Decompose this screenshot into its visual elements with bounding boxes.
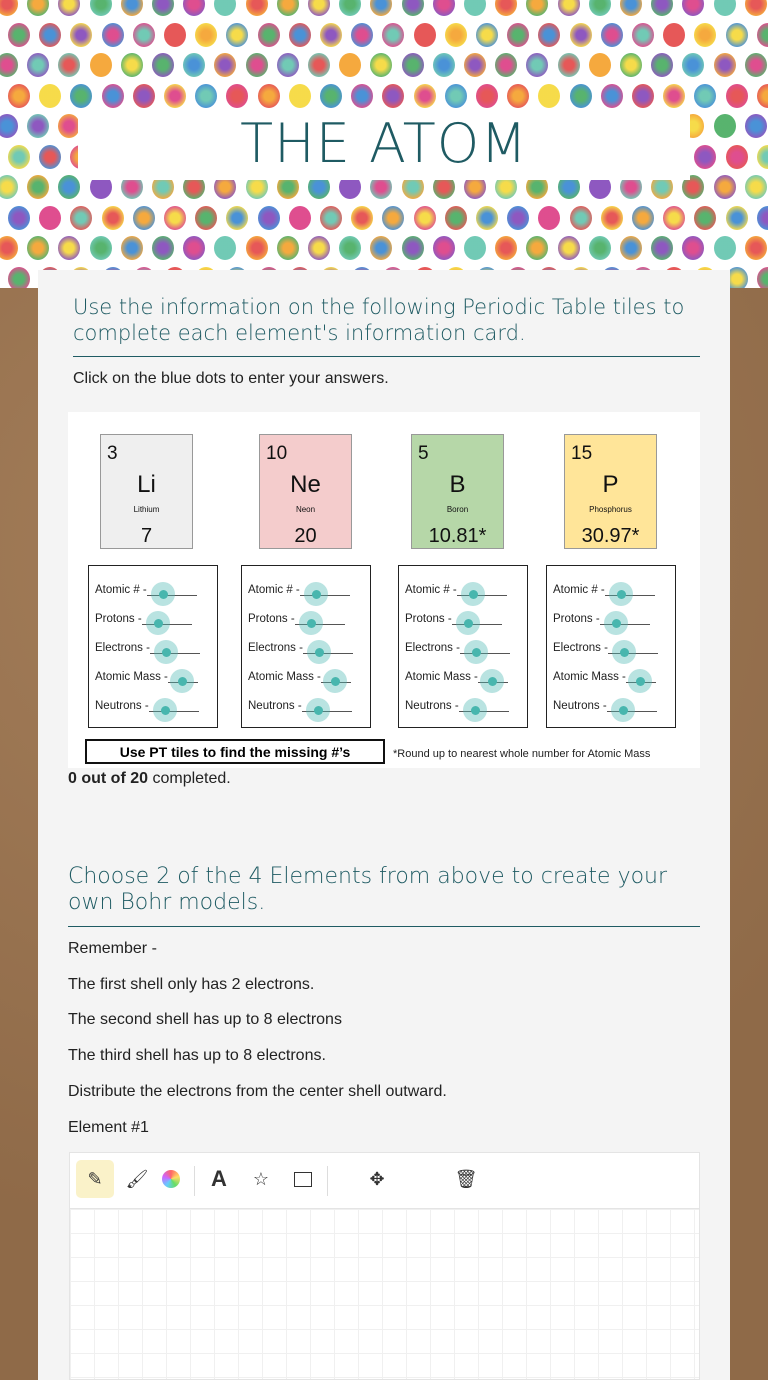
polka-dot [414,23,436,47]
reminder-line: Remember - [68,940,157,957]
info-label: Atomic # - [553,584,605,596]
polka-dot [226,23,248,47]
polka-dot [0,0,18,16]
reminder-line: The third shell has up to 8 electrons. [68,1047,326,1064]
polka-dot [694,23,716,47]
polka-dot [8,145,30,169]
answer-dot[interactable] [304,582,328,606]
polka-dot [121,0,143,16]
answer-blank [459,711,509,712]
polka-dot [464,0,486,16]
polka-dot [745,236,767,260]
info-row [405,613,502,625]
polka-dot [402,53,424,77]
move-icon[interactable]: ✥ [369,1168,385,1189]
periodic-tile-neon [259,434,352,549]
answer-dot[interactable] [628,669,652,693]
polka-dot [27,236,49,260]
tile-name: Lithium [133,505,160,514]
polka-dot [620,0,642,16]
info-card [88,565,218,728]
polka-dot [70,23,92,47]
answer-blank [302,711,352,712]
polka-dot [620,53,642,77]
answer-dot[interactable] [323,669,347,693]
worksheet-card [38,270,730,1380]
polka-dot [133,23,155,47]
info-row [553,613,650,625]
info-label: Electrons - [553,642,608,654]
polka-dot [433,53,455,77]
polka-dot [289,84,311,108]
info-row [95,671,198,683]
polka-dot [370,53,392,77]
answer-dot[interactable] [306,698,330,722]
progress-count: 0 out of 20 [68,770,149,787]
info-label: Neutrons - [248,700,302,712]
answer-blank [168,682,198,683]
answer-blank [460,653,510,654]
polka-dot [570,206,592,230]
info-row [553,642,658,654]
polka-dot [0,236,18,260]
polka-dot [164,206,186,230]
polka-dot [570,23,592,47]
polka-dot [308,53,330,77]
polka-dot [39,145,61,169]
periodic-tile-lithium [100,434,193,549]
polka-dot [382,84,404,108]
info-row [553,700,657,712]
periodic-tile-phosphorus [564,434,657,549]
polka-dot [8,206,30,230]
info-row [248,613,345,625]
polka-dot [726,145,748,169]
polka-dot [682,236,704,260]
polka-dot [214,236,236,260]
tile-mass: 10.81* [428,525,487,547]
info-card [241,565,371,728]
answer-blank [321,682,351,683]
polka-dot [445,206,467,230]
polka-dot [745,0,767,16]
polka-dot [8,84,30,108]
tile-symbol: P [602,471,619,498]
polka-dot [183,53,205,77]
tile-mass: 30.97* [581,525,640,547]
progress-suffix: completed. [148,770,231,787]
polka-dot [382,23,404,47]
answer-dot[interactable] [604,611,628,635]
answer-dot[interactable] [307,640,331,664]
polka-dot [382,206,404,230]
info-row [95,613,192,625]
polka-dot [164,23,186,47]
info-row [405,584,507,596]
info-label: Protons - [405,613,452,625]
polka-dot [714,0,736,16]
polka-dot [694,84,716,108]
info-label: Atomic # - [95,584,147,596]
polka-dot [195,84,217,108]
polka-dot [277,236,299,260]
info-row [95,642,200,654]
info-row [553,671,656,683]
polka-dot [445,84,467,108]
polka-dot [663,23,685,47]
polka-dot [476,84,498,108]
info-row [405,642,510,654]
answer-dot[interactable] [480,669,504,693]
answer-blank [607,711,657,712]
polka-dot [226,206,248,230]
answer-blank [295,624,345,625]
answer-blank [150,653,200,654]
info-label: Protons - [95,613,142,625]
polka-dot [258,84,280,108]
info-label: Atomic # - [248,584,300,596]
polka-dot [601,206,623,230]
answer-blank [605,595,655,596]
info-row [405,700,509,712]
tile-name: Boron [446,505,469,514]
answer-dot[interactable] [154,640,178,664]
hint-box: Use PT tiles to find the missing #’s [85,739,385,764]
answer-dot[interactable] [612,640,636,664]
polka-dot [507,206,529,230]
tile-symbol: Ne [290,471,321,498]
info-label: Electrons - [405,642,460,654]
answer-blank [478,682,508,683]
polka-dot [757,145,768,169]
polka-dot [183,0,205,16]
polka-dot [90,53,112,77]
polka-dot [152,53,174,77]
polka-dot [370,236,392,260]
polka-dot [58,0,80,16]
answer-blank [452,624,502,625]
polka-dot [351,23,373,47]
polka-dot [8,267,30,289]
polka-dot [320,206,342,230]
polka-dot [90,0,112,16]
polka-dot [476,23,498,47]
polka-dot [526,236,548,260]
polka-dot [714,53,736,77]
info-row [553,584,655,596]
polka-dot [39,206,61,230]
polka-dot [308,236,330,260]
polka-dot [27,114,49,138]
image-icon[interactable] [284,1160,322,1198]
answer-dot[interactable] [153,698,177,722]
info-label: Neutrons - [95,700,149,712]
polka-dot [558,0,580,16]
answer-dot[interactable] [609,582,633,606]
answer-blank [303,653,353,654]
instruction-text: Click on the blue dots to enter your answers. [73,370,389,387]
periodic-tile-boron [411,434,504,549]
polka-dot [558,53,580,77]
answer-dot[interactable] [456,611,480,635]
polka-dot [214,0,236,16]
answer-dot[interactable] [464,640,488,664]
polka-dot [651,0,673,16]
polka-dot [58,53,80,77]
title-box [78,108,690,180]
tile-number: 10 [266,443,288,464]
polka-dot [339,236,361,260]
polka-dot [70,84,92,108]
polka-dot [726,23,748,47]
answer-dot[interactable] [461,582,485,606]
rounding-note: *Round up to nearest whole number for Atomic Mass [393,748,651,760]
tile-symbol: B [449,471,466,498]
polka-dot [433,236,455,260]
polka-dot [39,23,61,47]
polka-dot [745,53,767,77]
polka-dot [507,84,529,108]
polka-dot [102,206,124,230]
polka-dot [320,23,342,47]
polka-dot [351,206,373,230]
polka-dot [714,236,736,260]
answer-blank [147,595,197,596]
info-row [405,671,508,683]
polka-dot [0,53,18,77]
polka-dot [726,206,748,230]
polka-dot [195,23,217,47]
answer-dot[interactable] [151,582,175,606]
element-label: Element #1 [68,1119,149,1136]
polka-dot [445,23,467,47]
polka-dot [464,236,486,260]
reminder-line: The first shell only has 2 electrons. [68,976,315,993]
polka-dot [195,206,217,230]
polka-dot [414,84,436,108]
info-label: Electrons - [95,642,150,654]
polka-dot [757,206,768,230]
answer-blank [149,711,199,712]
polka-dot [663,206,685,230]
answer-dot[interactable] [463,698,487,722]
polka-dot [632,206,654,230]
drawing-canvas[interactable] [69,1208,700,1380]
polka-dot [27,53,49,77]
tile-mass: 20 [294,525,317,547]
answer-blank [600,624,650,625]
polka-dot [558,236,580,260]
polka-dot [464,53,486,77]
polka-dot [402,236,424,260]
polka-dot [246,0,268,16]
polka-dot [714,114,736,138]
worksheet-image [68,412,700,768]
answer-dot[interactable] [146,611,170,635]
polka-dot [682,0,704,16]
page-title: THE ATOM [240,112,528,175]
polka-dot [121,53,143,77]
polka-dot [320,84,342,108]
info-label: Protons - [553,613,600,625]
polka-dot [152,0,174,16]
answer-dot[interactable] [611,698,635,722]
info-row [95,584,197,596]
info-row [248,642,353,654]
polka-dot [651,53,673,77]
info-row [248,671,351,683]
polka-dot [102,23,124,47]
polka-dot [102,84,124,108]
polka-dot [694,206,716,230]
polka-dot [757,267,768,289]
polka-dot [620,236,642,260]
polka-dot [339,53,361,77]
polka-dot [495,236,517,260]
polka-dot [0,175,18,199]
polka-dot [714,175,736,199]
polka-dot [39,84,61,108]
polka-dot [632,84,654,108]
reminder-line: The second shell has up to 8 electrons [68,1011,342,1028]
tile-name: Phosphorus [589,505,632,514]
star-icon[interactable]: ☆ [252,1168,270,1189]
polka-dot [402,0,424,16]
brush-icon[interactable]: 🖌︎ [125,1168,149,1189]
polka-dot [164,84,186,108]
info-label: Atomic Mass - [248,671,321,683]
tile-number: 5 [418,443,429,464]
polka-dot [538,84,560,108]
polka-dot [476,206,498,230]
polka-dot [632,23,654,47]
info-label: Atomic Mass - [405,671,478,683]
polka-dot [258,206,280,230]
polka-dot [214,53,236,77]
polka-dot [58,236,80,260]
polka-dot [370,0,392,16]
tile-mass: 7 [140,525,153,547]
polka-dot [694,145,716,169]
polka-dot [601,23,623,47]
progress-text [68,770,231,788]
tile-number: 15 [571,443,593,464]
polka-dot [507,23,529,47]
polka-dot [258,23,280,47]
polka-dot [246,236,268,260]
polka-dot [308,0,330,16]
answer-blank [142,624,192,625]
polka-dot [757,84,768,108]
polka-dot [433,0,455,16]
tile-name: Neon [295,505,316,514]
info-row [248,700,352,712]
polka-dot [27,0,49,16]
answer-blank [626,682,656,683]
answer-dot[interactable] [299,611,323,635]
polka-dot [589,53,611,77]
polka-dot [351,84,373,108]
polka-dot [277,0,299,16]
polka-dot [538,206,560,230]
text-icon[interactable]: A [211,1166,227,1191]
polka-dot [414,206,436,230]
polka-dot [589,0,611,16]
section-heading: Use the information on the following Periodic Table tiles to complete each element's information card. [73,294,700,357]
polka-dot [133,206,155,230]
polka-dot [495,53,517,77]
info-card [546,565,676,728]
polka-dot [339,0,361,16]
polka-dot [663,84,685,108]
info-card [398,565,528,728]
polka-dot [538,23,560,47]
polka-dot [133,84,155,108]
answer-blank [457,595,507,596]
polka-dot [526,53,548,77]
answer-blank [608,653,658,654]
polka-dot [277,53,299,77]
polka-dot [589,236,611,260]
polka-dot [8,23,30,47]
info-label: Neutrons - [405,700,459,712]
polka-dot [495,0,517,16]
info-row [248,584,350,596]
polka-dot [121,236,143,260]
info-label: Atomic # - [405,584,457,596]
polka-dot [570,84,592,108]
polka-dot [745,175,767,199]
polka-dot [70,206,92,230]
polka-dot [246,53,268,77]
polka-dot [183,236,205,260]
info-label: Atomic Mass - [553,671,626,683]
tile-number: 3 [107,443,118,464]
info-label: Electrons - [248,642,303,654]
polka-dot [0,114,18,138]
polka-dot [745,114,767,138]
polka-dot [726,84,748,108]
trash-icon[interactable]: 🗑︎ [454,1168,478,1189]
polka-dot [152,236,174,260]
color-wheel-icon[interactable] [152,1160,190,1198]
polka-dot [226,84,248,108]
polka-dot [682,53,704,77]
polka-dot [27,175,49,199]
pencil-icon[interactable]: ✎ [76,1160,114,1198]
polka-dot [90,236,112,260]
info-label: Neutrons - [553,700,607,712]
polka-dot [289,23,311,47]
polka-dot [526,0,548,16]
polka-dot [601,84,623,108]
polka-dot [651,236,673,260]
drawing-toolbar [69,1152,700,1208]
polka-dot [289,206,311,230]
answer-blank [300,595,350,596]
info-row [95,700,199,712]
polka-dot [757,23,768,47]
tile-symbol: Li [137,471,156,498]
info-label: Atomic Mass - [95,671,168,683]
answer-dot[interactable] [170,669,194,693]
reminder-line: Distribute the electrons from the center shell outward. [68,1083,447,1100]
info-label: Protons - [248,613,295,625]
section-heading-2: Choose 2 of the 4 Elements from above to create your own Bohr models. [68,864,700,927]
